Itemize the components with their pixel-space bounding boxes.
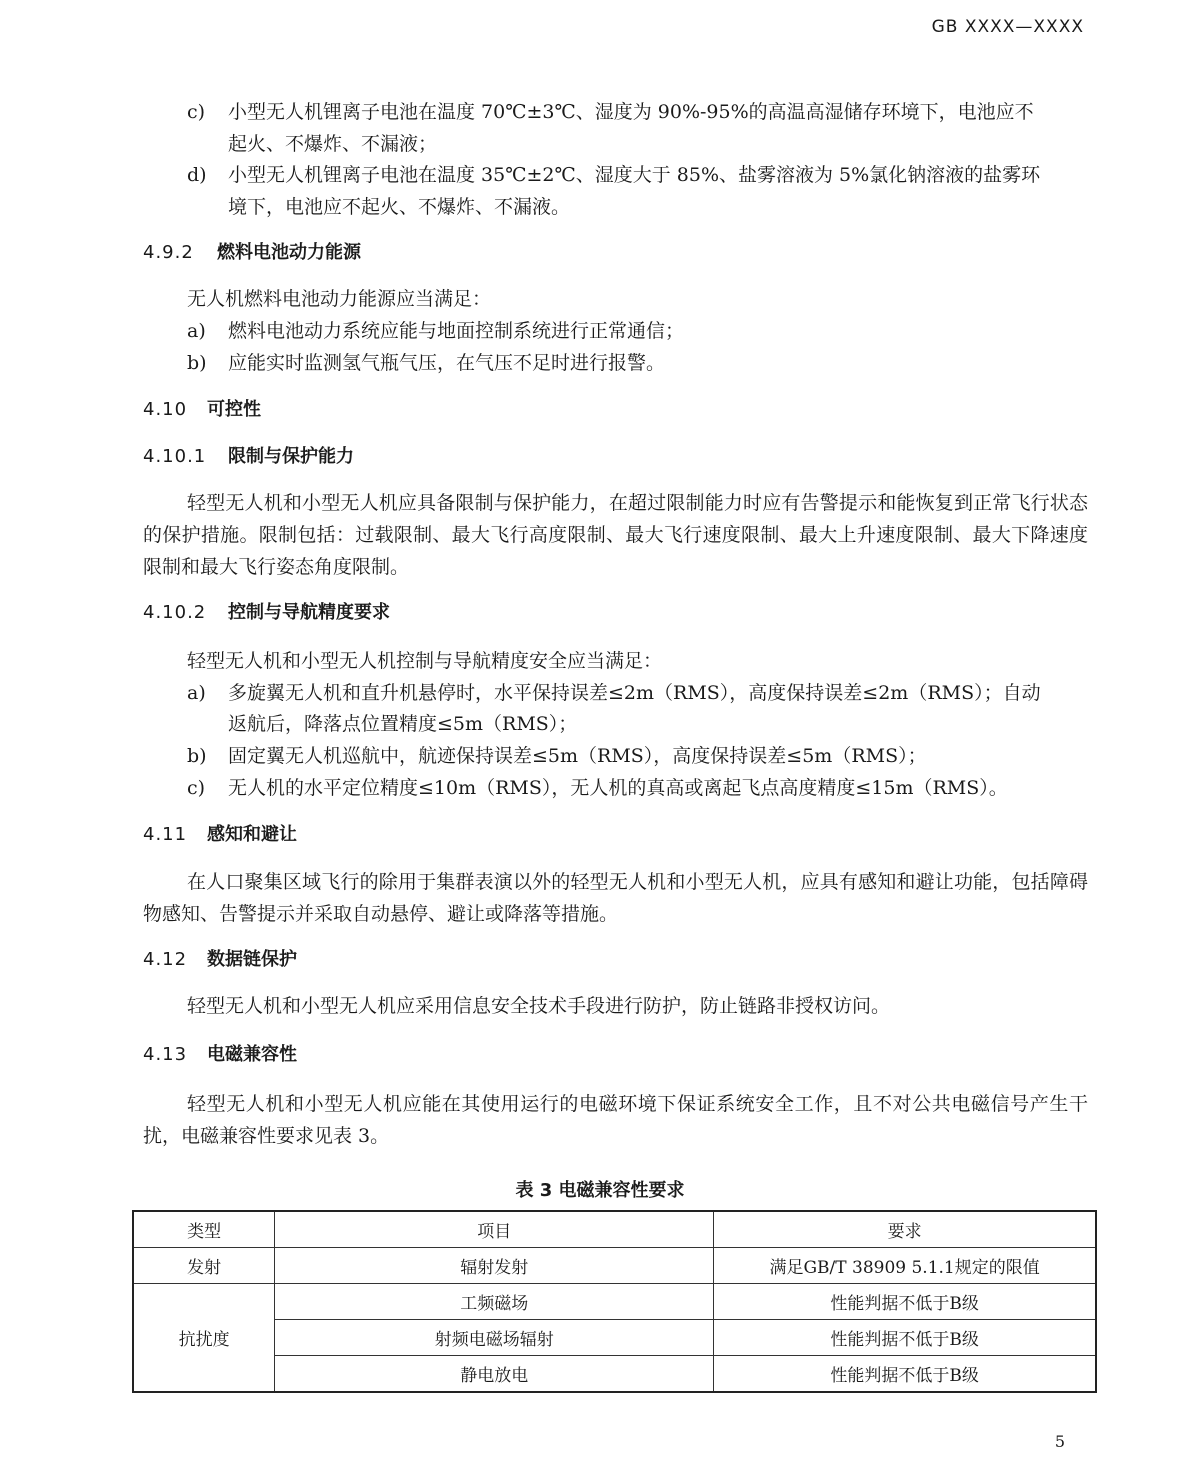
paragraph: 轻型无人机和小型无人机应采用信息安全技术手段进行防护，防止链路非授权访问。 — [187, 995, 891, 1017]
paragraph: 轻型无人机和小型无人机应能在其使用运行的电磁环境下保证系统安全工作，且不对公共电磁信号产生干扰，电磁兼容性要求见表 3。 — [143, 1093, 1088, 1147]
table-cell: 工频磁场 — [275, 1284, 714, 1320]
section-number: 4.10.2 — [143, 602, 207, 623]
table-header-cell: 项目 — [275, 1211, 714, 1248]
table-cell: 性能判据不低于B级 — [714, 1284, 1096, 1320]
table-cell: 满足GB/T 38909 5.1.1规定的限值 — [714, 1248, 1096, 1284]
section-number: 4.12 — [143, 949, 188, 970]
table-cell: 性能判据不低于B级 — [714, 1356, 1096, 1393]
section-number: 4.11 — [143, 824, 188, 845]
table-row — [133, 1356, 1096, 1393]
section-heading-4-13 — [143, 1040, 297, 1070]
list-item-text: 多旋翼无人机和直升机悬停时，水平保持误差≤2m（RMS），高度保持误差≤2m（RMS）；自动 — [228, 682, 1041, 704]
list-item-text: 境下，电池应不起火、不爆炸、不漏液。 — [228, 196, 571, 218]
section-title: 控制与导航精度要求 — [228, 602, 390, 623]
list-marker: d) — [187, 164, 207, 186]
section-heading-4-11 — [143, 820, 297, 850]
page-number: 5 — [1054, 1432, 1065, 1451]
table-cell: 辐射发射 — [275, 1248, 714, 1284]
paragraph: 轻型无人机和小型无人机应具备限制与保护能力，在超过限制能力时应有告警提示和能恢复到正常飞行状态的保护措施。限制包括：过载限制、最大飞行高度限制、最大飞行速度限制、最大上升速度限制、最大下降速度限制和最大飞行姿态角度限制。 — [143, 492, 1088, 578]
list-item-text: 小型无人机锂离子电池在温度 35℃±2℃、湿度大于 85%、盐雾溶液为 5%氯化钠溶液的盐雾环 — [228, 164, 1041, 186]
table-caption: 表 3 电磁兼容性要求 — [515, 1180, 685, 1201]
table-row — [133, 1320, 1096, 1356]
list-item-text: 小型无人机锂离子电池在温度 70℃±3℃、湿度为 90%-95%的高温高湿储存环境下，电池应不 — [228, 101, 1034, 123]
table-cell: 抗扰度 — [133, 1284, 275, 1393]
list-item-text: 固定翼无人机巡航中，航迹保持误差≤5m（RMS），高度保持误差≤5m（RMS）； — [228, 745, 927, 767]
paragraph-intro: 无人机燃料电池动力能源应当满足： — [187, 288, 492, 310]
table-header-row — [133, 1211, 1096, 1248]
list-item-text: 起火、不爆炸、不漏液； — [228, 133, 438, 155]
table-row — [133, 1248, 1096, 1284]
list-marker: a) — [187, 682, 206, 704]
section-number: 4.13 — [143, 1044, 188, 1065]
paragraph: 在人口聚集区域飞行的除用于集群表演以外的轻型无人机和小型无人机，应具有感知和避让功能，包括障碍物感知、告警提示并采取自动悬停、避让或降落等措施。 — [143, 871, 1088, 925]
section-title: 燃料电池动力能源 — [217, 242, 361, 263]
section-title: 感知和避让 — [207, 824, 297, 845]
section-number: 4.9.2 — [143, 242, 194, 263]
list-item-text: 应能实时监测氢气瓶气压，在气压不足时进行报警。 — [228, 352, 666, 374]
table-header-cell: 要求 — [714, 1211, 1096, 1248]
list-marker: b) — [187, 745, 207, 767]
table-cell: 发射 — [133, 1248, 275, 1284]
list-item-text: 无人机的水平定位精度≤10m（RMS），无人机的真高或离起飞点高度精度≤15m（RMS）。 — [228, 777, 1008, 799]
section-heading-4-9-2 — [143, 238, 361, 268]
table-cell: 静电放电 — [275, 1356, 714, 1393]
list-marker: a) — [187, 320, 206, 342]
section-heading-4-10-1 — [143, 442, 354, 472]
paragraph-intro: 轻型无人机和小型无人机控制与导航精度安全应当满足： — [187, 650, 663, 672]
section-title: 限制与保护能力 — [228, 446, 354, 467]
section-number: 4.10.1 — [143, 446, 207, 467]
section-title: 可控性 — [207, 399, 261, 420]
table-row — [133, 1284, 1096, 1320]
section-heading-4-10 — [143, 395, 261, 425]
list-marker: c) — [187, 777, 206, 799]
table-cell: 射频电磁场辐射 — [275, 1320, 714, 1356]
standard-code: GB XXXX—XXXX — [931, 17, 1084, 37]
list-marker: c) — [187, 101, 206, 123]
section-heading-4-10-2 — [143, 598, 390, 628]
table-cell: 性能判据不低于B级 — [714, 1320, 1096, 1356]
emc-requirements-table — [132, 1210, 1097, 1393]
section-title: 电磁兼容性 — [207, 1044, 297, 1065]
section-heading-4-12 — [143, 945, 297, 975]
list-marker: b) — [187, 352, 207, 374]
table-header-cell: 类型 — [133, 1211, 275, 1248]
list-item-text: 燃料电池动力系统应能与地面控制系统进行正常通信； — [228, 320, 685, 342]
list-item-text: 返航后，降落点位置精度≤5m（RMS）； — [228, 713, 578, 735]
section-title: 数据链保护 — [207, 949, 297, 970]
section-number: 4.10 — [143, 399, 188, 420]
